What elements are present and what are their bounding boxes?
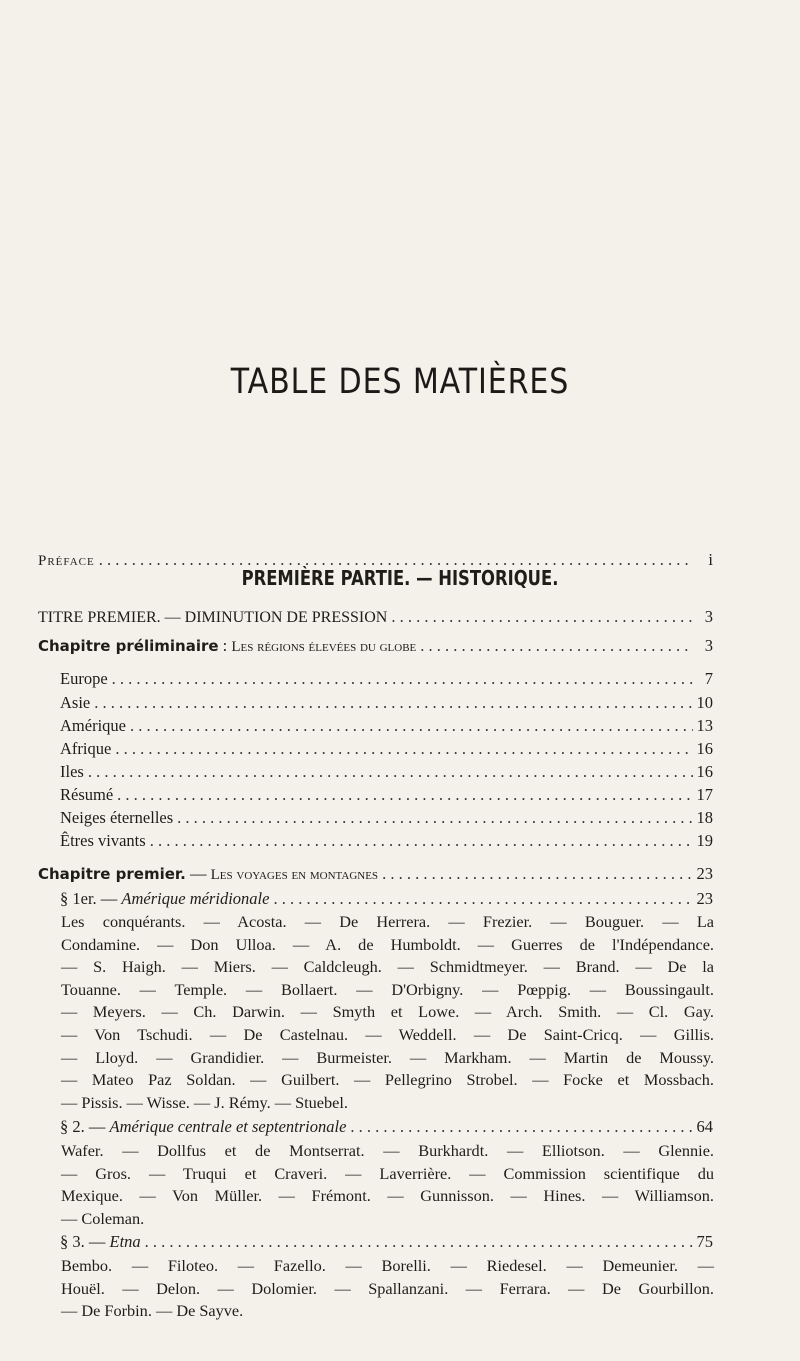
separator: — (185, 864, 211, 883)
toc-label: Asie (60, 693, 91, 712)
toc-label: Préface (38, 553, 95, 569)
toc-page: 13 (696, 716, 713, 735)
toc-label: Afrique (60, 739, 112, 758)
toc-entry-section-2 (60, 1117, 713, 1137)
part-heading: PREMIÈRE PARTIE. — HISTORIQUE. (241, 566, 559, 590)
toc-label: Résumé (60, 785, 114, 804)
toc-page: 16 (696, 739, 713, 758)
leader-dots (177, 808, 692, 828)
text-line: Wafer. — Dollfus et de Montserrat. — Burkhardt. — Elliotson. — Glennie. (61, 1141, 714, 1160)
toc-entry-region (60, 831, 713, 851)
toc-entry-region (60, 808, 713, 828)
toc-entry-titre (38, 607, 713, 627)
toc-page: 7 (704, 669, 713, 688)
section-number: § 2. — (60, 1117, 110, 1136)
toc-page: 23 (696, 889, 713, 908)
toc-entry-chapitre-premier (38, 864, 713, 884)
text-line: Condamine. — Don Ulloa. — A. de Humboldt. — Guerres de l'Indépendance. (61, 934, 714, 954)
section-title: Amérique méridionale (121, 889, 270, 908)
toc-label: Iles (60, 762, 84, 781)
leader-dots (112, 669, 693, 689)
toc-page: 3 (704, 636, 713, 655)
text-line: — Pissis. — Wisse. — J. Rémy. — Stuebel. (61, 1092, 348, 1112)
section-1-names (61, 911, 714, 1114)
toc-page: i (708, 550, 713, 569)
toc-entry-section-3 (60, 1232, 713, 1252)
text-line: — Gros. — Truqui et Craveri. — Laverrière. — Commission scientifique du (61, 1163, 714, 1183)
toc-page: 64 (696, 1117, 713, 1136)
leader-dots (391, 607, 693, 627)
toc-label: Neiges éternelles (60, 808, 174, 827)
leader-dots (350, 1117, 692, 1137)
toc-entry-region (60, 716, 713, 736)
chapter-subtitle: Les voyages en montagnes (210, 867, 379, 883)
section-2-names (61, 1140, 714, 1230)
text-line: — Meyers. — Ch. Darwin. — Smyth et Lowe. — Arch. Smith. — Cl. Gay. (61, 1002, 714, 1022)
leader-dots (273, 889, 692, 909)
chapter-label: Chapitre préliminaire (38, 637, 219, 655)
toc-page: 75 (696, 1232, 713, 1251)
toc-entry-region (60, 762, 713, 782)
section-title: Amérique centrale et septentrionale (109, 1117, 347, 1136)
toc-label: Amérique (60, 716, 126, 735)
toc-page: 23 (696, 864, 713, 883)
section-title: Etna (109, 1232, 141, 1251)
toc-entry-region (60, 693, 713, 713)
text-line: — Mateo Paz Soldan. — Guilbert. — Pellegrino Strobel. — Focke et Mossbach. (61, 1070, 714, 1090)
section-3-names (61, 1255, 714, 1323)
toc-label: Europe (60, 669, 108, 688)
leader-dots (130, 716, 693, 736)
toc-entry-chapitre-preliminaire (38, 636, 713, 656)
text-line: Houël. — Delon. — Dolomier. — Spallanzani. — Ferrara. — De Gourbillon. (61, 1278, 714, 1298)
text-line: — Coleman. (61, 1208, 145, 1228)
toc-page: 19 (696, 831, 713, 850)
text-line: Bembo. — Filoteo. — Fazello. — Borelli. — Riedesel. — Demeunier. — (61, 1256, 714, 1275)
toc-entry-region (60, 669, 713, 689)
section-number: § 3. — (60, 1232, 110, 1251)
text-line: — Lloyd. — Grandidier. — Burmeister. — Markham. — Martin de Moussy. (61, 1047, 714, 1067)
toc-entry-region (60, 785, 713, 805)
leader-dots (115, 739, 692, 759)
text-line: Mexique. — Von Müller. — Frémont. — Gunnisson. — Hines. — Williamson. (61, 1186, 714, 1206)
chapter-label: Chapitre premier. (38, 865, 186, 883)
leader-dots (382, 864, 692, 884)
toc-page: 16 (696, 762, 713, 781)
leader-dots (145, 1232, 693, 1252)
text-line: — De Forbin. — De Sayve. (61, 1301, 244, 1321)
leader-dots (117, 785, 692, 805)
leader-dots (150, 831, 693, 851)
chapter-subtitle: Les régions élevées du globe (231, 639, 417, 655)
leader-dots (420, 636, 693, 656)
leader-dots (88, 762, 693, 782)
toc-page: 10 (696, 693, 713, 712)
text-line: Les conquérants. — Acosta. — De Herrera. — Frezier. — Bouguer. — La (61, 912, 714, 931)
toc-label: TITRE PREMIER. — DIMINUTION DE PRESSION (38, 609, 388, 626)
toc-label: Êtres vivants (60, 831, 146, 850)
text-line: — Von Tschudi. — De Castelnau. — Weddell. — De Saint-Cricq. — Gillis. (61, 1024, 714, 1044)
toc-page: 3 (704, 607, 713, 626)
leader-dots (94, 693, 692, 713)
page-title: TABLE DES MATIÈRES (230, 362, 570, 402)
toc-page: 17 (696, 785, 713, 804)
text-line: — S. Haigh. — Miers. — Caldcleugh. — Schmidtmeyer. — Brand. — De la (61, 957, 714, 977)
toc-entry-section-1 (60, 889, 713, 909)
text-line: Touanne. — Temple. — Bollaert. — D'Orbigny. — Pœppig. — Boussingault. (61, 979, 714, 999)
toc-page: 18 (696, 808, 713, 827)
section-number: § 1er. — (60, 889, 122, 908)
toc-entry-region (60, 739, 713, 759)
separator: : (218, 636, 232, 655)
